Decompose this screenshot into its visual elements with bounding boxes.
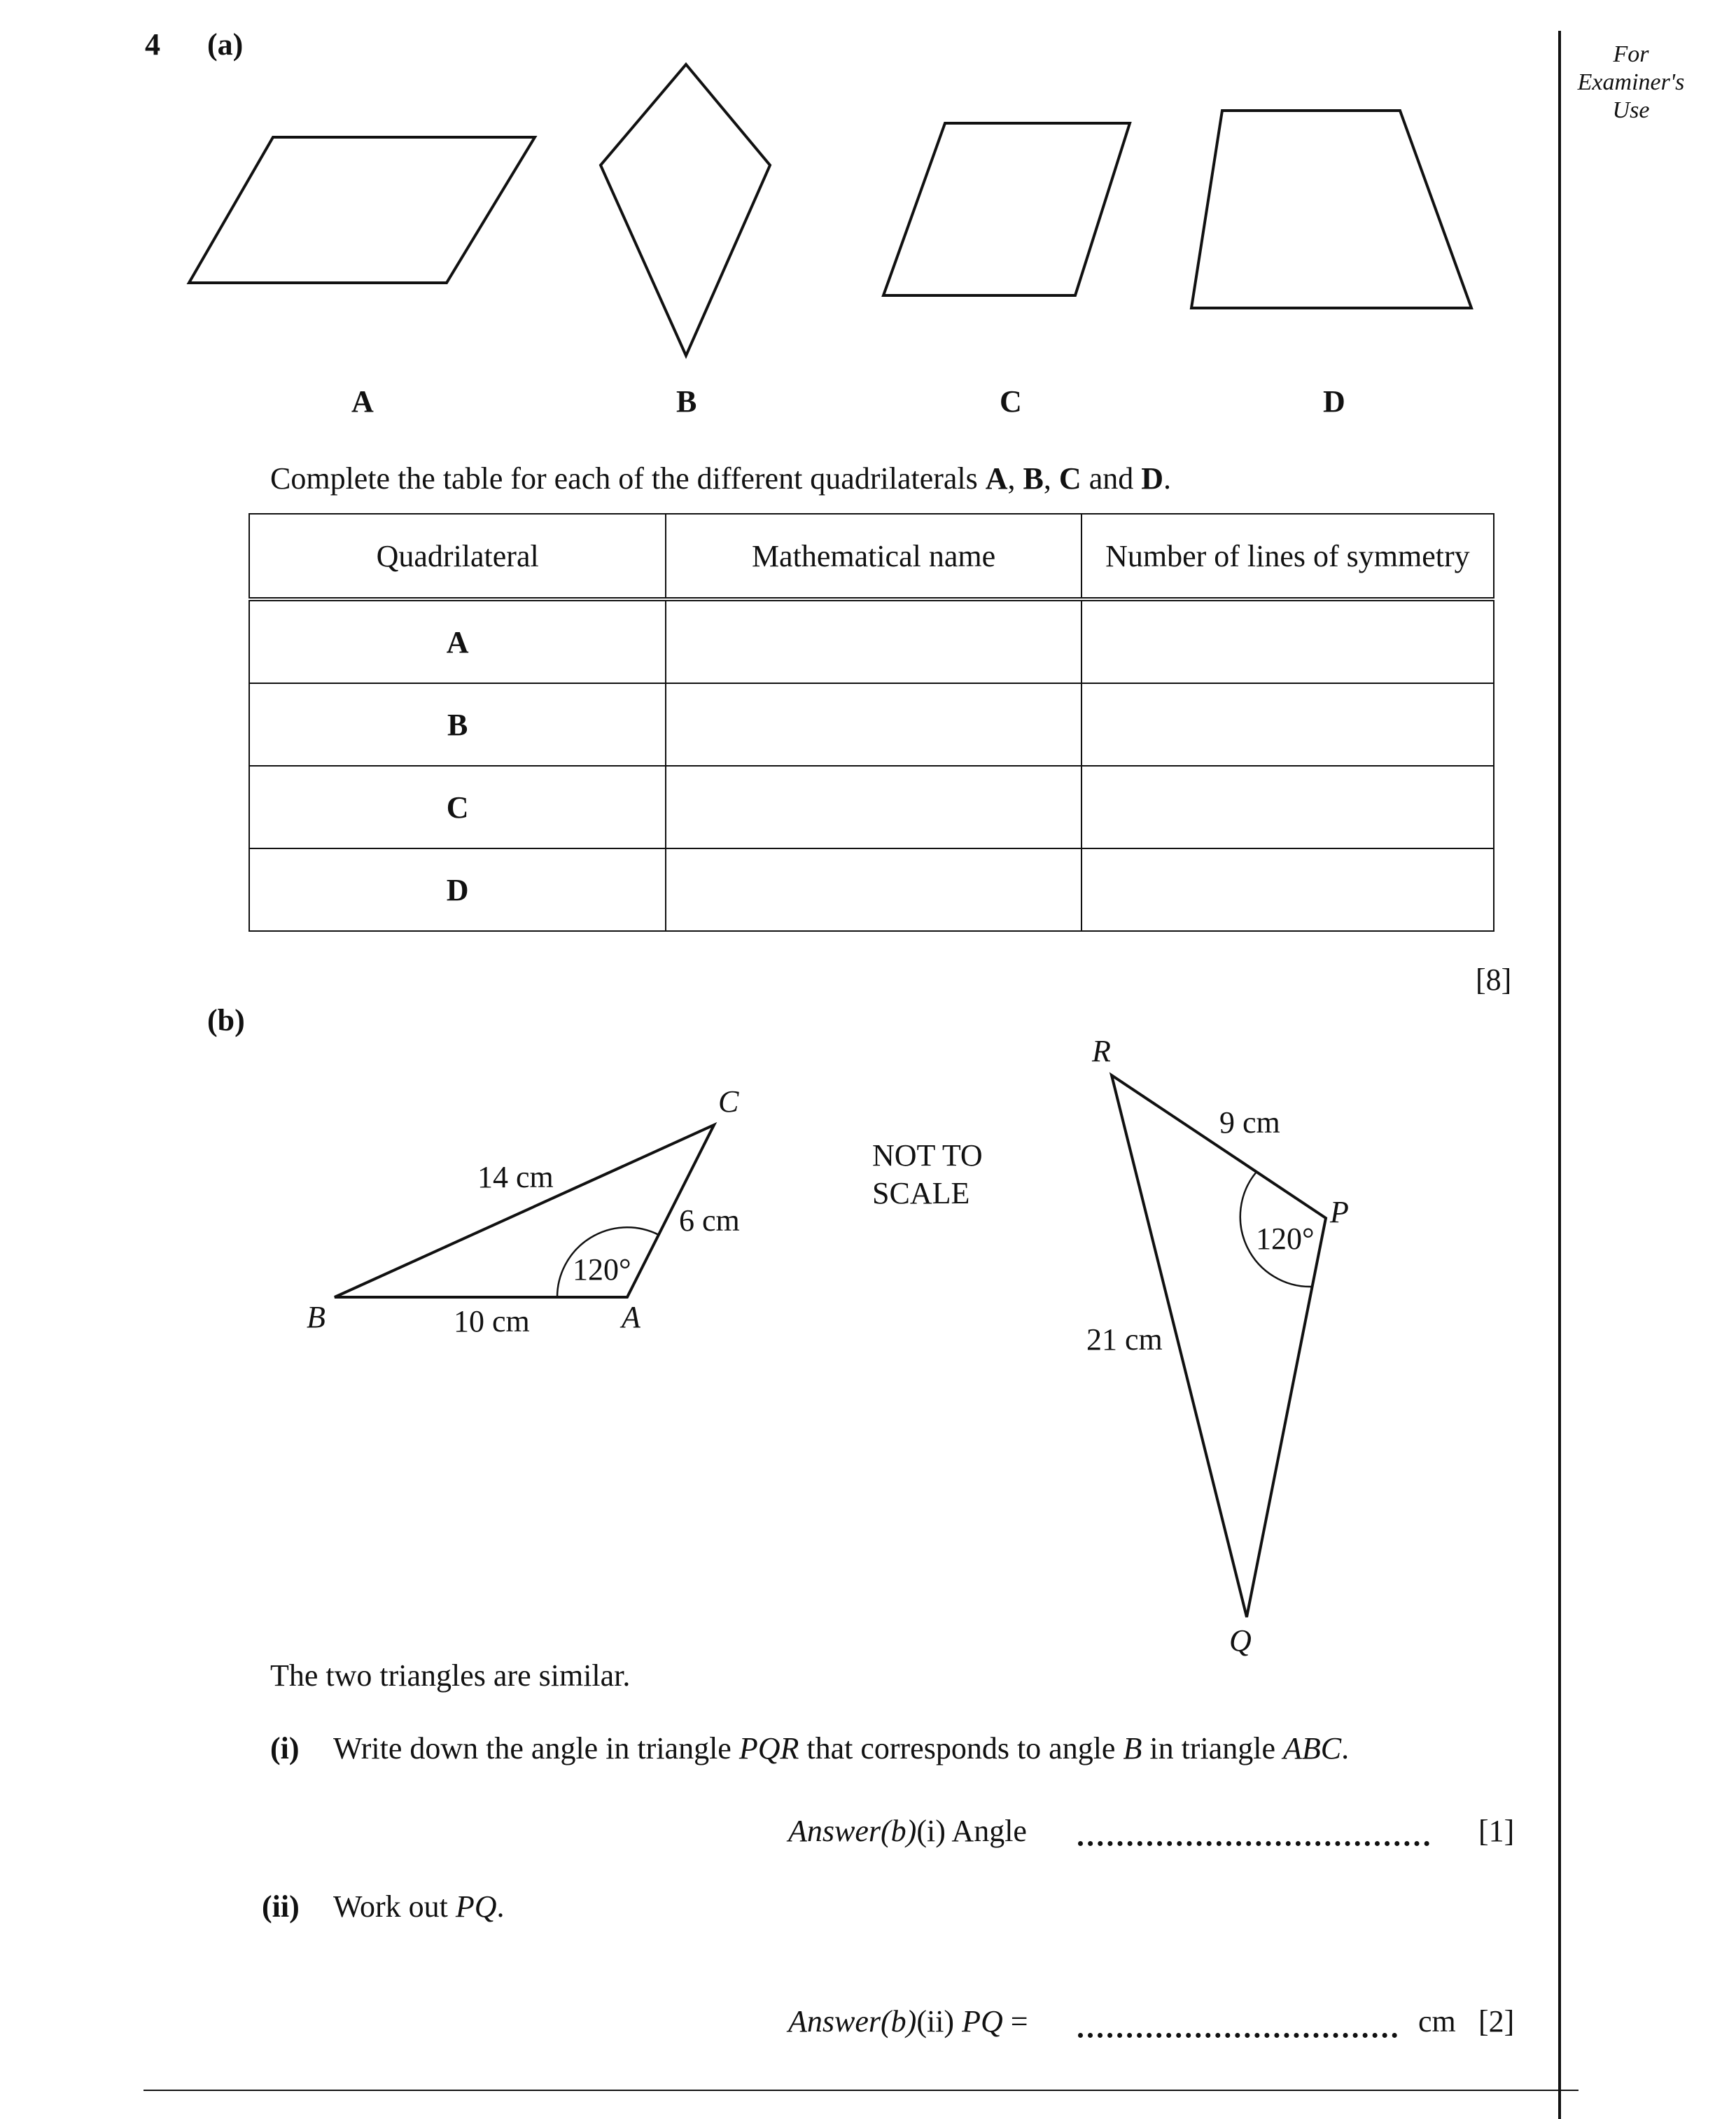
table-instruction — [270, 461, 1171, 496]
triangle-abc-shape — [335, 1125, 714, 1297]
part-i-label: (i) — [270, 1731, 300, 1765]
side-bc-length: 14 cm — [477, 1160, 554, 1194]
part-i-period: . — [1341, 1731, 1350, 1765]
answer-cell-symmetry-d[interactable] — [1082, 848, 1494, 931]
table-row — [249, 683, 1494, 766]
row-label-c: C — [249, 766, 666, 848]
answer-i-field[interactable] — [1078, 1841, 1429, 1846]
answer-cell-symmetry-c[interactable] — [1082, 766, 1494, 848]
not-to-scale-line-1: NOT TO — [872, 1138, 983, 1173]
answer-ii-unit: cm — [1418, 2004, 1456, 2038]
vertex-label-a: A — [622, 1300, 640, 1334]
table-row — [249, 848, 1494, 931]
part-i-text: Write down the angle in triangle — [333, 1731, 732, 1765]
answer-i-label — [788, 1813, 1027, 1849]
answer-cell-name-c[interactable] — [666, 766, 1081, 848]
marks-part-a: [8] — [1476, 963, 1512, 997]
vertex-label-p: P — [1330, 1195, 1349, 1229]
angle-p-label: 120° — [1256, 1222, 1315, 1256]
instruction-period: . — [1163, 461, 1171, 496]
quadrilateral-b-shape — [601, 64, 770, 356]
shape-label-a: A — [351, 384, 374, 419]
table-header-row — [249, 514, 1494, 599]
row-label-a: A — [249, 599, 666, 683]
side-rq-length: 21 cm — [1086, 1322, 1163, 1357]
vertex-label-b: B — [307, 1300, 326, 1334]
vertex-label-q: Q — [1229, 1623, 1252, 1658]
instruction-and: and — [1088, 461, 1134, 496]
answer-cell-name-b[interactable] — [666, 683, 1081, 766]
part-i-triangle-pqr: PQR — [738, 1731, 799, 1765]
answer-ii-roman: (ii) — [916, 2004, 955, 2038]
table-row — [249, 766, 1494, 848]
instruction-text: Complete the table for each of the different quadrilaterals — [270, 461, 978, 496]
examiner-use-line-3: Use — [1612, 97, 1650, 123]
row-label-b: B — [249, 683, 666, 766]
side-ac-length: 6 cm — [679, 1203, 740, 1238]
part-ii-period: . — [496, 1889, 505, 1924]
answer-cell-symmetry-b[interactable] — [1082, 683, 1494, 766]
vertex-label-c: C — [718, 1084, 739, 1119]
quadrilateral-c-shape — [883, 123, 1130, 295]
header-lines-of-symmetry: Number of lines of symmetry — [1082, 514, 1494, 599]
answer-i-prefix: Answer(b) — [788, 1814, 917, 1848]
header-mathematical-name: Mathematical name — [666, 514, 1081, 599]
part-a-label: (a) — [207, 27, 244, 62]
answer-ii-variable: PQ — [962, 2004, 1003, 2038]
quadrilateral-d-shape — [1191, 111, 1471, 308]
instruction-comma: , — [1007, 461, 1016, 496]
row-label-d: D — [249, 848, 666, 931]
answer-cell-name-a[interactable] — [666, 599, 1081, 683]
part-ii-question — [333, 1889, 505, 1924]
examiner-use-line-2: Examiner's — [1577, 69, 1685, 95]
answer-ii-label — [788, 2003, 1028, 2039]
answer-cell-symmetry-a[interactable] — [1082, 599, 1494, 683]
angle-a-label: 120° — [573, 1252, 631, 1287]
part-b-label: (b) — [207, 1003, 245, 1037]
part-ii-label: (ii) — [262, 1889, 300, 1924]
similar-statement: The two triangles are similar. — [270, 1658, 631, 1693]
marks-part-bi: [1] — [1478, 1814, 1515, 1848]
part-i-triangle-abc: ABC — [1282, 1731, 1342, 1765]
examiner-use-line-1: For — [1613, 41, 1649, 67]
header-quadrilateral: Quadrilateral — [249, 514, 666, 599]
not-to-scale-note — [872, 1137, 983, 1212]
instruction-letter-d: D — [1141, 461, 1163, 496]
answer-ii-field[interactable] — [1078, 2033, 1397, 2038]
answer-cell-name-d[interactable] — [666, 848, 1081, 931]
answer-i-roman: (i) Angle — [916, 1814, 1027, 1848]
not-to-scale-line-2: SCALE — [872, 1176, 970, 1210]
shape-label-d: D — [1323, 384, 1345, 419]
instruction-letter-b: B — [1023, 461, 1044, 496]
part-ii-pq: PQ — [455, 1889, 497, 1924]
part-ii-text: Work out — [333, 1889, 448, 1924]
answer-ii-equals: = — [1010, 2004, 1028, 2038]
instruction-letter-a: A — [985, 461, 1008, 496]
quadrilateral-a-shape — [189, 137, 535, 283]
instruction-letter-c: C — [1058, 461, 1082, 496]
question-number: 4 — [145, 27, 160, 62]
part-i-text: in triangle — [1149, 1731, 1275, 1765]
vertex-label-r: R — [1092, 1034, 1111, 1068]
side-ab-length: 10 cm — [454, 1304, 530, 1338]
part-i-question — [333, 1730, 1349, 1766]
part-i-text: that corresponds to angle — [806, 1731, 1116, 1765]
part-i-angle-b: B — [1123, 1731, 1142, 1765]
marks-part-bii: [2] — [1478, 2004, 1515, 2038]
shape-label-c: C — [1000, 384, 1022, 419]
side-rp-length: 9 cm — [1219, 1105, 1280, 1140]
instruction-comma: , — [1043, 461, 1051, 496]
quadrilateral-table — [248, 513, 1494, 932]
shape-label-b: B — [676, 384, 697, 419]
answer-ii-prefix: Answer(b) — [788, 2004, 917, 2038]
table-row — [249, 599, 1494, 683]
